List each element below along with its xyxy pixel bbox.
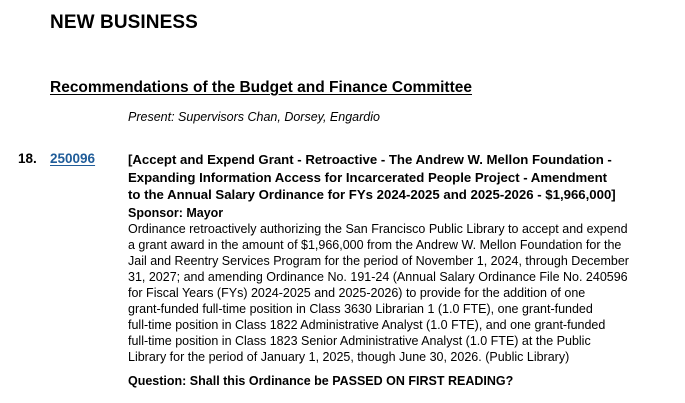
item-title-line: to the Annual Salary Ordinance for FYs 2024-2025 and 2025-2026 - $1,966,000]	[128, 187, 616, 202]
item-body	[128, 151, 676, 389]
item-summary-line: Jail and Reentry Services Program for the period of November 1, 2024, through December	[128, 253, 629, 268]
item-summary-line: Library for the period of January 1, 2025, though June 30, 2026. (Public Library)	[128, 349, 570, 364]
item-title-line: [Accept and Expend Grant - Retroactive - The Andrew W. Mellon Foundation -	[128, 152, 612, 167]
item-title-line: Expanding Information Access for Incarcerated People Project - Amendment	[128, 169, 608, 185]
file-number-link[interactable]: 250096	[50, 151, 96, 166]
item-sponsor: Sponsor: Mayor	[128, 205, 224, 220]
item-summary-line: grant-funded full-time position in Class 3630 Librarian 1 (1.0 FTE), one grant-funded	[128, 301, 593, 316]
committee-heading: Recommendations of the Budget and Finance Committee	[50, 79, 472, 96]
item-summary-line: Ordinance retroactively authorizing the San Francisco Public Library to accept and expend	[128, 221, 628, 236]
item-summary-line: 31, 2027; and amending Ordinance No. 191-24 (Annual Salary Ordinance File No. 240596	[128, 269, 628, 284]
section-heading: NEW BUSINESS	[50, 12, 198, 33]
item-title	[128, 151, 676, 204]
item-question: Question: Shall this Ordinance be PASSED ON FIRST READING?	[128, 373, 514, 388]
item-summary-line: for Fiscal Years (FYs) 2024-2025 and 2025-2026) to provide for the addition of one	[128, 285, 586, 300]
present-members: Present: Supervisors Chan, Dorsey, Engardio	[128, 110, 380, 124]
item-number: 18.	[18, 151, 37, 166]
item-summary-line: full-time position in Class 1822 Administrative Analyst (1.0 FTE), and one grant-funded	[128, 317, 606, 332]
item-summary-line: full-time position in Class 1823 Senior Administrative Analyst (1.0 FTE) at the Public	[128, 333, 591, 348]
item-summary-line: a grant award in the amount of $1,966,000 from the Andrew W. Mellon Foundation for the	[128, 237, 622, 252]
item-summary	[128, 221, 676, 365]
